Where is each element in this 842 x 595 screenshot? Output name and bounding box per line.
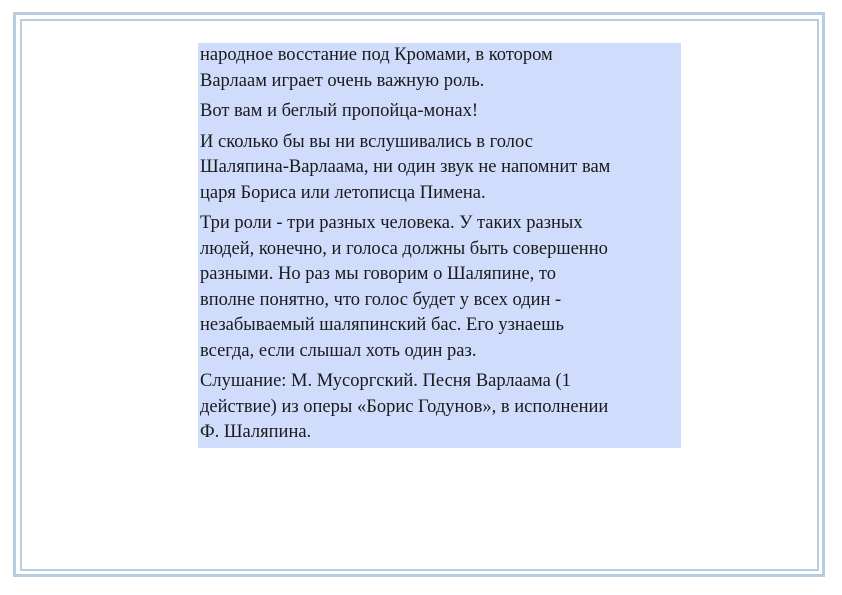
text-line: царя Бориса или летописца Пимена. bbox=[200, 182, 486, 203]
text-line: Шаляпина-Варлаама, ни один звук не напомнит вам bbox=[200, 157, 611, 177]
text-line: Вот вам и беглый пропойца-монах! bbox=[200, 101, 479, 121]
text-line: вполне понятно, что голос будет у всех один - bbox=[200, 289, 562, 310]
text-block bbox=[198, 43, 681, 448]
text-line: И сколько бы вы ни вслушивались в голос bbox=[200, 131, 533, 152]
paragraph bbox=[200, 130, 681, 212]
text-line: людей, конечно, и голоса должны быть совершенно bbox=[200, 238, 608, 259]
text-line: всегда, если слышал хоть один раз. bbox=[200, 340, 477, 361]
paragraph bbox=[200, 211, 681, 369]
paragraph bbox=[200, 99, 681, 130]
paragraph bbox=[200, 43, 681, 99]
text-line: народное восстание под Кромами, в котором bbox=[200, 45, 553, 65]
text-line: незабываемый шаляпинский бас. Его узнаешь bbox=[200, 315, 564, 335]
paragraph bbox=[200, 369, 681, 446]
text-line: разными. Но раз мы говорим о Шаляпине, то bbox=[200, 264, 556, 284]
text-line: Три роли - три разных человека. У таких разных bbox=[200, 213, 583, 233]
text-line: действие) из оперы «Борис Годунов», в исполнении bbox=[200, 396, 609, 417]
text-line: Варлаам играет очень важную роль. bbox=[200, 70, 485, 91]
text-line: Слушание: М. Мусоргский. Песня Варлаама (1 bbox=[200, 371, 571, 391]
text-line: Ф. Шаляпина. bbox=[200, 422, 312, 442]
